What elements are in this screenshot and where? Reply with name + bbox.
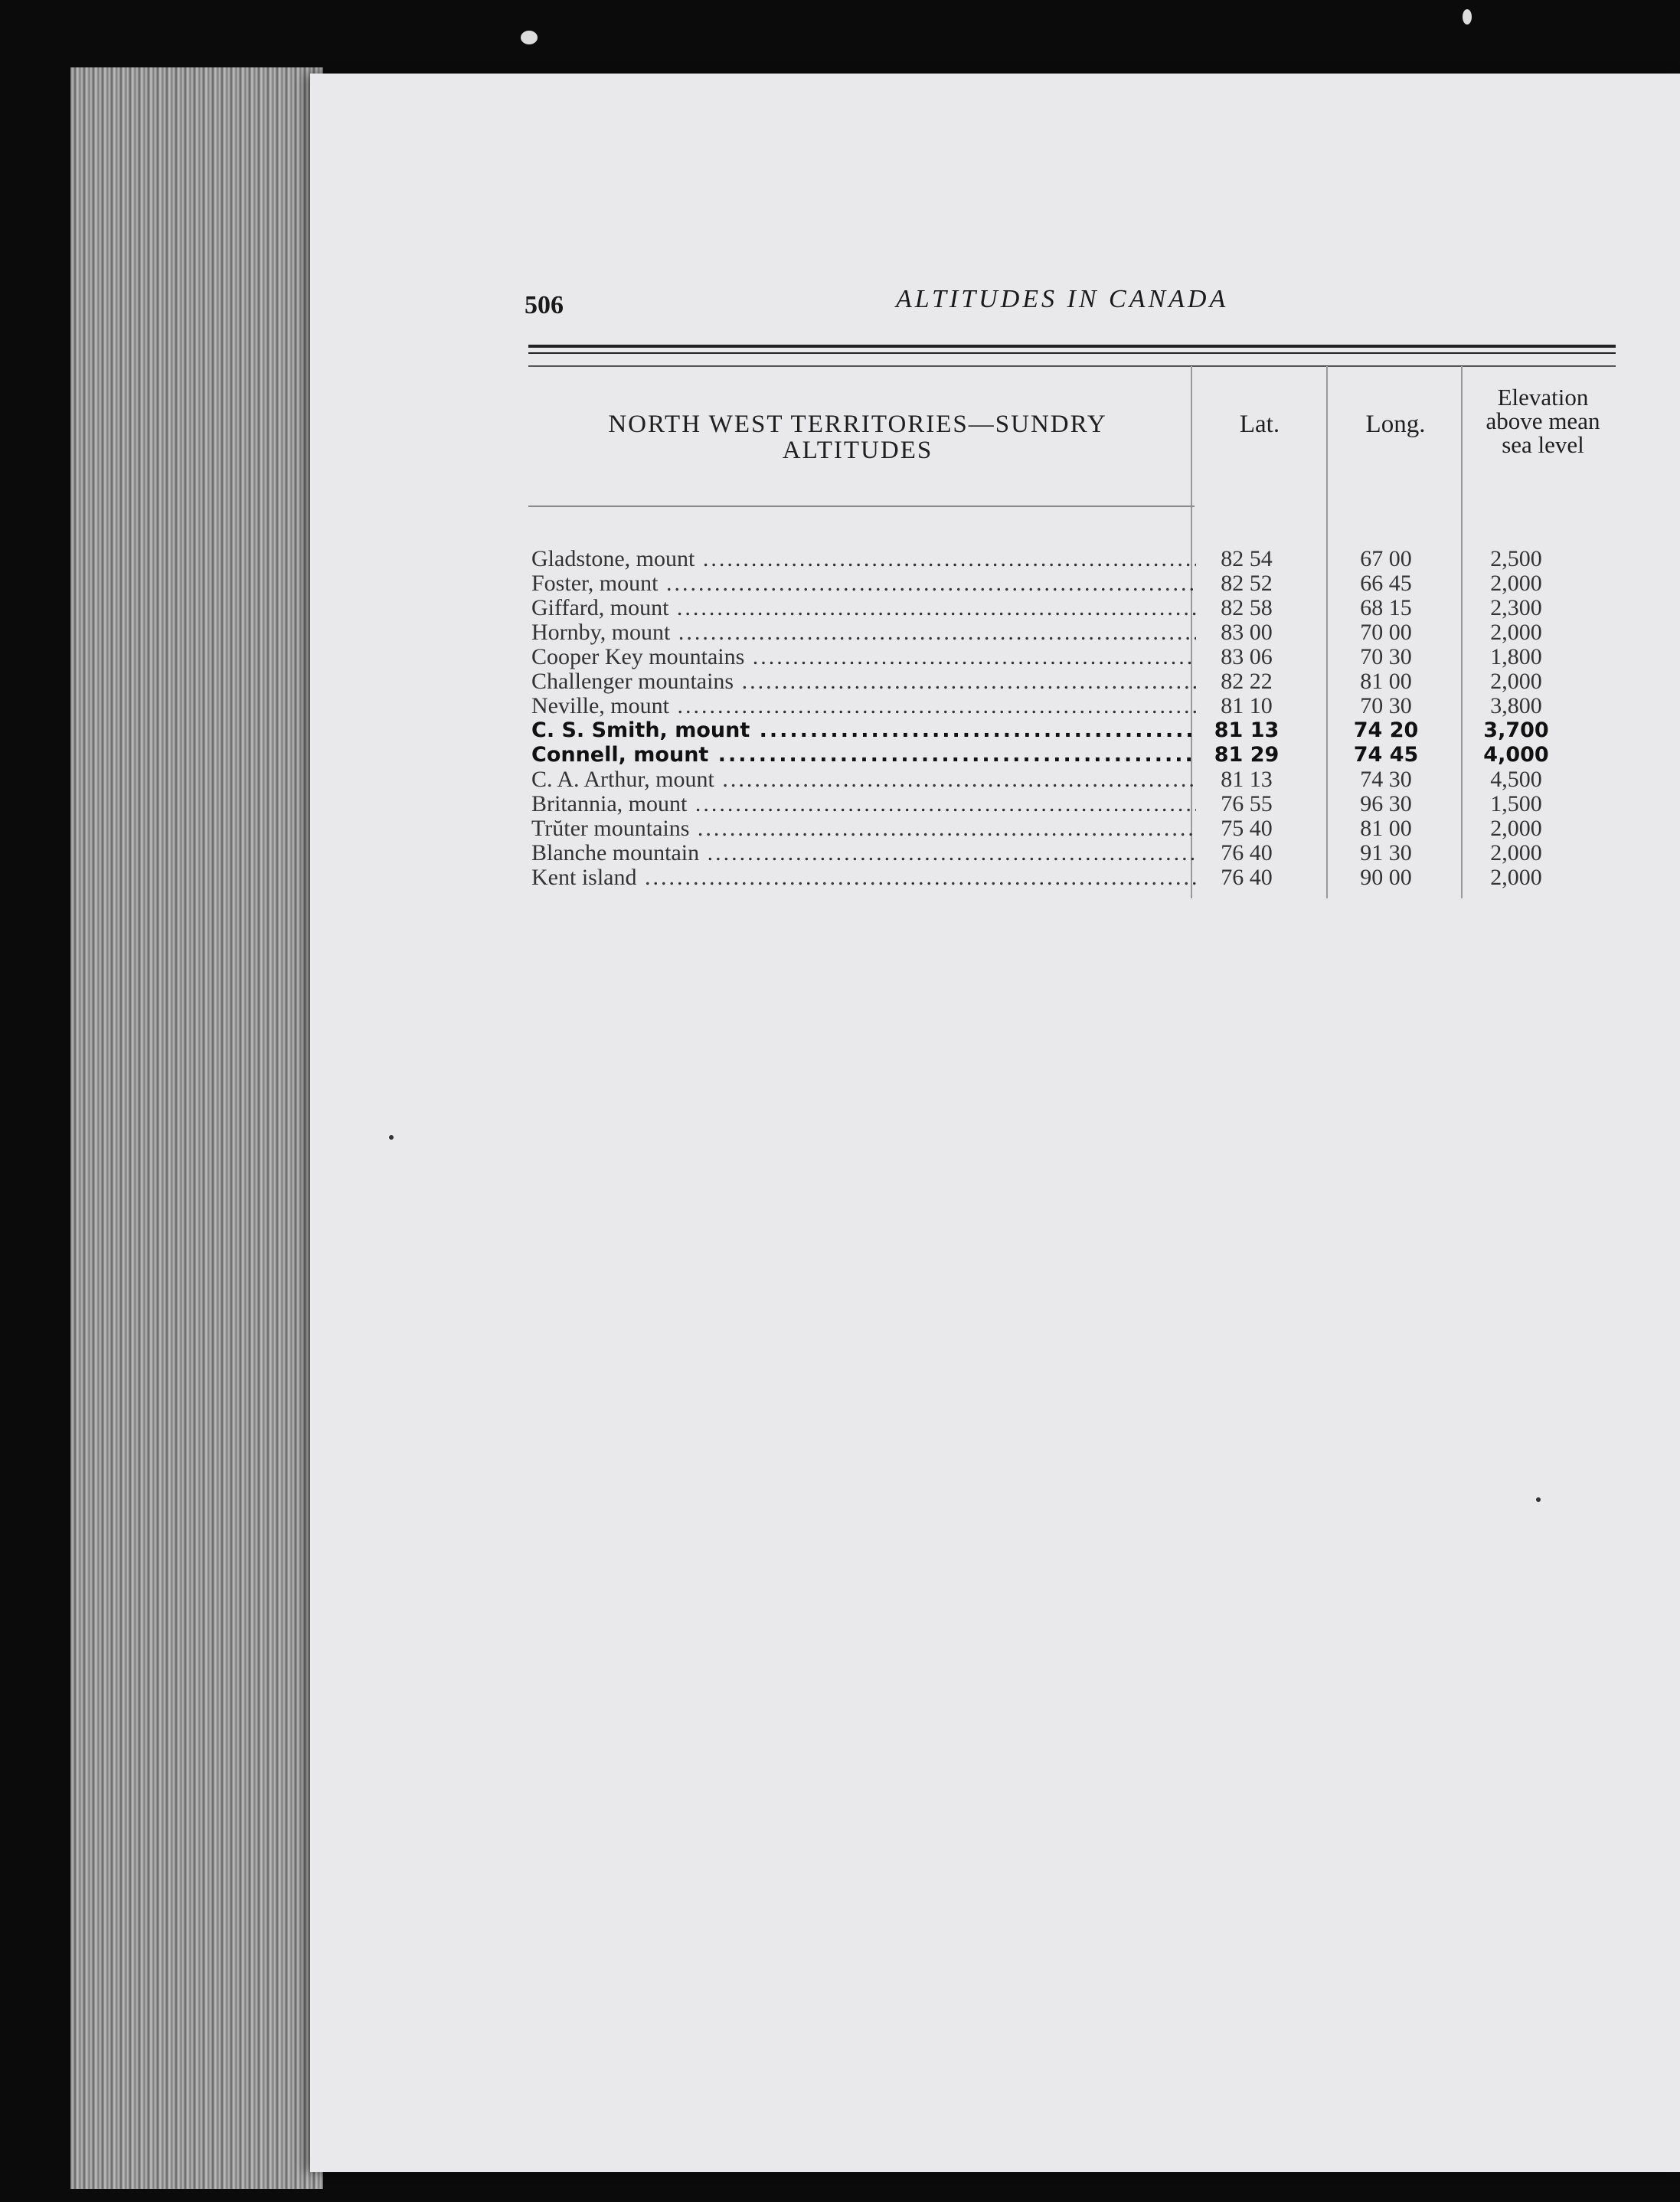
row-name: Trŭter mountains ..... — [531, 816, 1196, 841]
row-elevation: 4,500 — [1490, 767, 1542, 792]
row-name: Connell, mount ..... — [531, 743, 1196, 767]
row-lat: 81 13 — [1214, 718, 1280, 742]
row-lat: 82 22 — [1221, 669, 1273, 694]
row-name: Challenger mountains ..... — [531, 669, 1196, 694]
row-long: 81 00 — [1360, 669, 1412, 694]
row-elevation: 3,800 — [1490, 693, 1542, 718]
table-heading-line: NORTH WEST TERRITORIES—SUNDRY — [608, 411, 1107, 438]
row-elevation: 2,300 — [1490, 595, 1542, 620]
row-long: 70 00 — [1360, 620, 1412, 645]
row-lat: 75 40 — [1221, 816, 1273, 841]
row-elevation: 2,000 — [1490, 840, 1542, 865]
table-row — [528, 669, 1616, 694]
row-name: C. A. Arthur, mount ..... — [531, 767, 1196, 792]
table-row — [528, 571, 1616, 596]
scan-speck — [1536, 1497, 1541, 1502]
row-lat: 82 58 — [1221, 595, 1273, 620]
table-heading-line: ALTITUDES — [782, 437, 933, 464]
table-row — [528, 792, 1616, 816]
book-page-stack — [70, 67, 323, 2189]
row-long: 74 45 — [1353, 743, 1419, 767]
row-elevation: 2,000 — [1490, 669, 1542, 694]
row-lat: 76 40 — [1221, 865, 1273, 890]
column-header-line: Elevation — [1497, 384, 1589, 411]
table-row — [528, 718, 1616, 743]
row-lat: 81 10 — [1221, 693, 1273, 718]
row-lat: 76 55 — [1221, 791, 1273, 816]
row-name: Blanche mountain ..... — [531, 841, 1196, 865]
table-row — [528, 865, 1616, 890]
row-long: 68 15 — [1360, 595, 1412, 620]
altitude-table-body — [528, 547, 1616, 890]
row-long: 67 00 — [1360, 546, 1412, 571]
row-elevation: 2,500 — [1490, 546, 1542, 571]
row-elevation: 4,000 — [1483, 743, 1549, 767]
table-row — [528, 620, 1616, 645]
row-name: Hornby, mount ..... — [531, 620, 1196, 645]
row-elevation: 1,500 — [1490, 791, 1542, 816]
table-heading — [567, 411, 1149, 463]
table-row — [528, 645, 1616, 669]
row-long: 70 30 — [1360, 644, 1412, 669]
row-long: 66 45 — [1360, 571, 1412, 596]
running-title: ALTITUDES IN CANADA — [896, 285, 1229, 313]
row-lat: 76 40 — [1221, 840, 1273, 865]
row-lat: 83 00 — [1221, 620, 1273, 645]
row-elevation: 2,000 — [1490, 865, 1542, 890]
column-header-lat: Lat. — [1239, 411, 1280, 438]
table-row — [528, 743, 1616, 767]
row-long: 90 00 — [1360, 865, 1412, 890]
column-header-line: above mean — [1486, 407, 1600, 434]
row-long: 74 20 — [1353, 718, 1419, 742]
row-elevation: 2,000 — [1490, 816, 1542, 841]
row-lat: 82 52 — [1221, 571, 1273, 596]
table-row — [528, 767, 1616, 792]
row-elevation: 2,000 — [1490, 620, 1542, 645]
row-name: Cooper Key mountains ..... — [531, 645, 1196, 669]
row-elevation: 3,700 — [1483, 718, 1549, 742]
scan-speck — [1463, 9, 1472, 25]
row-name: Kent island ..... — [531, 865, 1196, 890]
row-long: 70 30 — [1360, 693, 1412, 718]
scan-speck — [389, 1135, 394, 1140]
table-row — [528, 841, 1616, 865]
row-name: Foster, mount ..... — [531, 571, 1196, 596]
row-name: C. S. Smith, mount ..... — [531, 718, 1196, 743]
top-rule — [528, 365, 1616, 367]
row-name: Gladstone, mount ..... — [531, 547, 1196, 571]
column-header-long: Long. — [1365, 411, 1426, 438]
column-header-elevation — [1463, 385, 1623, 456]
row-long: 81 00 — [1360, 816, 1412, 841]
row-lat: 81 29 — [1214, 743, 1280, 767]
scan-speck — [521, 31, 538, 44]
table-row — [528, 547, 1616, 571]
table-row — [528, 816, 1616, 841]
row-lat: 83 06 — [1221, 644, 1273, 669]
column-header-line: sea level — [1502, 431, 1584, 458]
row-elevation: 1,800 — [1490, 644, 1542, 669]
header-rule — [528, 506, 1195, 507]
row-long: 96 30 — [1360, 791, 1412, 816]
row-long: 91 30 — [1360, 840, 1412, 865]
row-name: Britannia, mount ..... — [531, 792, 1196, 816]
table-row — [528, 694, 1616, 718]
page-number: 506 — [525, 291, 564, 319]
row-long: 74 30 — [1360, 767, 1412, 792]
row-name: Neville, mount ..... — [531, 694, 1196, 718]
top-rule — [528, 345, 1616, 348]
top-rule — [528, 352, 1616, 354]
row-elevation: 2,000 — [1490, 571, 1542, 596]
row-lat: 82 54 — [1221, 546, 1273, 571]
row-lat: 81 13 — [1221, 767, 1273, 792]
row-name: Giffard, mount ..... — [531, 596, 1196, 620]
table-row — [528, 596, 1616, 620]
